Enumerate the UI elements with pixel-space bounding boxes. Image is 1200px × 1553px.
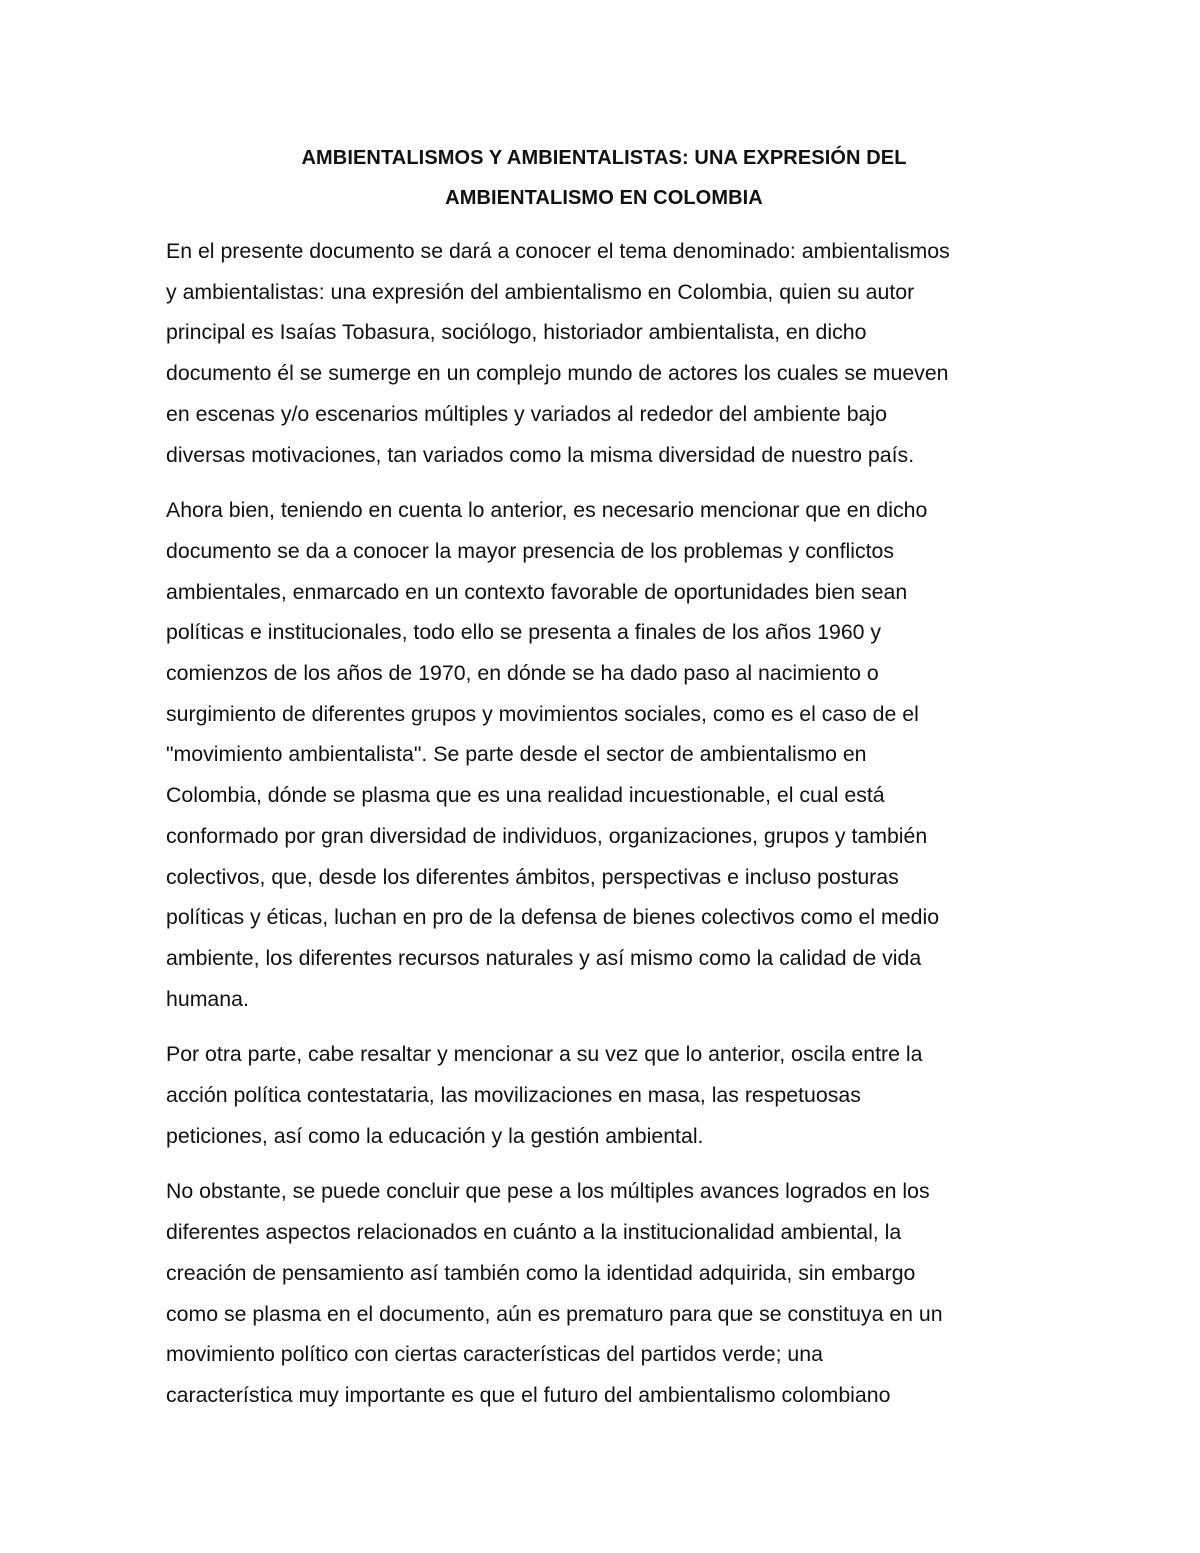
paragraph-introduction — [166, 231, 1042, 475]
paragraph-line: ambiente, los diferentes recursos naturales y así mismo como la calidad de vida — [166, 945, 922, 970]
paragraph-line: documento él se sumerge en un complejo mundo de actores los cuales se mueven — [166, 361, 949, 386]
paragraph-political-action — [166, 1034, 1042, 1156]
paragraph-line: humana. — [166, 986, 249, 1011]
paragraph-line: comienzos de los años de 1970, en dónde se ha dado paso al nacimiento o — [166, 661, 879, 686]
paragraph-line: No obstante, se puede concluir que pese a los múltiples avances logrados en los — [166, 1179, 930, 1204]
paragraph-line: políticas e institucionales, todo ello se presenta a finales de los años 1960 y — [166, 620, 882, 645]
paragraph-line: Colombia, dónde se plasma que es una realidad incuestionable, el cual está — [166, 783, 885, 808]
paragraph-line: diversas motivaciones, tan variados como la misma diversidad de nuestro país. — [166, 442, 915, 467]
document-title-line: AMBIENTALISMOS Y AMBIENTALISTAS: UNA EXPRESIÓN DEL — [301, 147, 907, 169]
paragraph-line: en escenas y/o escenarios múltiples y variados al rededor del ambiente bajo — [166, 401, 887, 426]
document-title-line: AMBIENTALISMO EN COLOMBIA — [445, 187, 763, 209]
paragraph-line: colectivos, que, desde los diferentes ámbitos, perspectivas e incluso posturas — [166, 864, 899, 889]
document-title — [166, 138, 1042, 218]
paragraph-line: documento se da a conocer la mayor presencia de los problemas y conflictos — [166, 538, 895, 563]
paragraph-line: peticiones, así como la educación y la gestión ambiental. — [166, 1123, 704, 1148]
paragraph-line: diferentes aspectos relacionados en cuánto a la institucionalidad ambiental, la — [166, 1220, 902, 1245]
paragraph-line: En el presente documento se dará a conocer el tema denominado: ambientalismos — [166, 239, 950, 263]
paragraph-line: característica muy importante es que el futuro del ambientalismo colombiano — [166, 1382, 891, 1407]
paragraph-line: políticas y éticas, luchan en pro de la defensa de bienes colectivos como el medio — [166, 905, 940, 930]
paragraph-line: principal es Isaías Tobasura, sociólogo, historiador ambientalista, en dicho — [166, 320, 867, 345]
paragraph-context — [166, 490, 1042, 1019]
paragraph-line: conformado por gran diversidad de individuos, organizaciones, grupos y también — [166, 823, 928, 848]
paragraph-line: creación de pensamiento así también como la identidad adquirida, sin embargo — [166, 1260, 916, 1285]
paragraph-line: Por otra parte, cabe resaltar y mencionar a su vez que lo anterior, oscila entre la — [166, 1042, 923, 1067]
paragraph-line: y ambientalistas: una expresión del ambientalismo en Colombia, quien su autor — [166, 279, 915, 304]
paragraph-line: acción política contestataria, las movilizaciones en masa, las respetuosas — [166, 1083, 861, 1108]
paragraph-line: movimiento político con ciertas características del partidos verde; una — [166, 1342, 823, 1367]
paragraph-line: como se plasma en el documento, aún es prematuro para que se constituya en un — [166, 1301, 943, 1326]
paragraph-conclusion — [166, 1171, 1042, 1415]
paragraph-line: Ahora bien, teniendo en cuenta lo anterior, es necesario mencionar que en dicho — [166, 498, 928, 523]
paragraph-line: ambientales, enmarcado en un contexto favorable de oportunidades bien sean — [166, 579, 908, 604]
paragraph-line: "movimiento ambientalista". Se parte desde el sector de ambientalismo en — [166, 742, 867, 767]
paragraph-line: surgimiento de diferentes grupos y movimientos sociales, como es el caso de el — [166, 701, 919, 726]
document-body — [166, 138, 1042, 1416]
